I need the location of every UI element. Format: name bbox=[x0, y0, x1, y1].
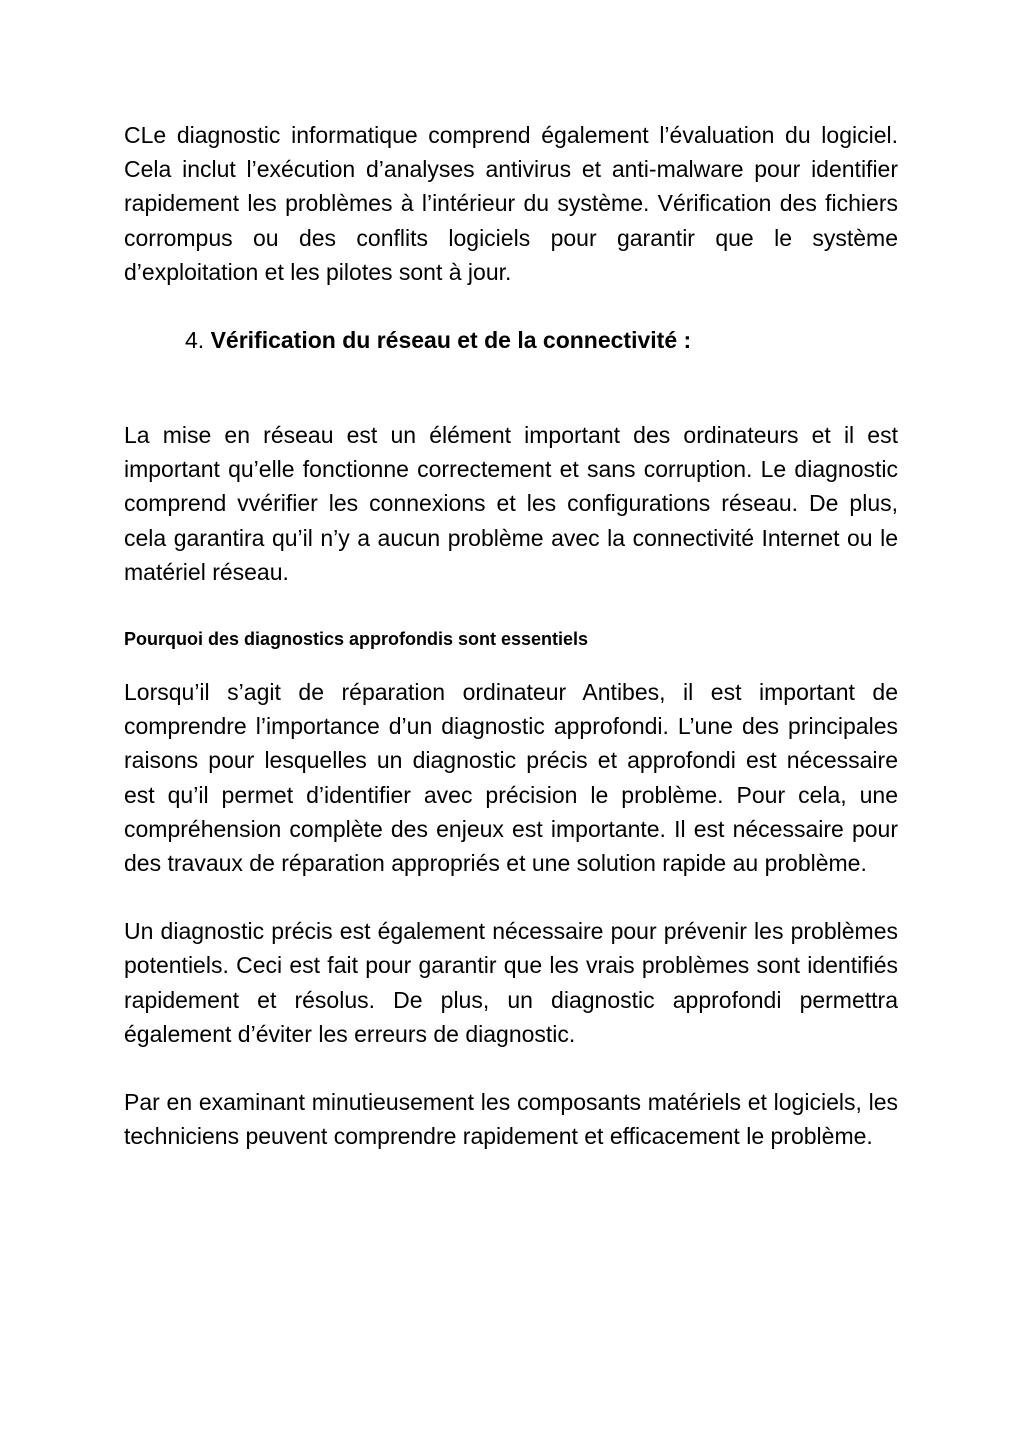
paragraph-network: La mise en réseau est un élément important des ordinateurs et il est important qu’elle fonctionne correctement et sans corruption. Le diagnostic comprend vvérifier les connexions et les configurations réseau. De plus, cela garantira qu’il n’y a aucun problème avec la connectivité Internet ou le matériel réseau. bbox=[124, 422, 898, 585]
document-page bbox=[124, 118, 898, 1153]
paragraph-precise-diagnosis: Un diagnostic précis est également nécessaire pour prévenir les problèmes potentiels. Ceci est fait pour garantir que les vrais problèmes sont identifiés rapidement et résolus. De plus, un diagnostic approfondi permettra également d’éviter les erreurs de diagnostic. bbox=[124, 918, 898, 1047]
paragraph-software-evaluation: CLe diagnostic informatique comprend également l’évaluation du logiciel. Cela inclut l’exécution d’analyses antivirus et anti-malware pour identifier rapidement les problèmes à l’intérieur du système. Vérification des fichiers corrompus ou des conflits logiciels pour garantir que le système d’exploitation et les pilotes sont à jour. bbox=[124, 122, 898, 285]
paragraph-components: Par en examinant minutieusement les composants matériels et logiciels, les techniciens peuvent comprendre rapidement et efficacement le problème. bbox=[124, 1089, 898, 1150]
section-heading-network bbox=[124, 323, 898, 357]
section-number: 4. bbox=[185, 327, 205, 354]
paragraph-repair-antibes: Lorsqu’il s’agit de réparation ordinateur Antibes, il est important de comprendre l’importance d’un diagnostic approfondi. L’une des principales raisons pour lesquelles un diagnostic précis et approfondi est nécessaire est qu’il permet d’identifier avec précision le problème. Pour cela, une compréhension complète des enjeux est importante. Il est nécessaire pour des travaux de réparation appropriés et une solution rapide au problème. bbox=[124, 679, 898, 877]
section-title: Vérification du réseau et de la connectivité : bbox=[210, 327, 692, 354]
heading-why-diagnostics: Pourquoi des diagnostics approfondis sont essentiels bbox=[124, 629, 589, 650]
